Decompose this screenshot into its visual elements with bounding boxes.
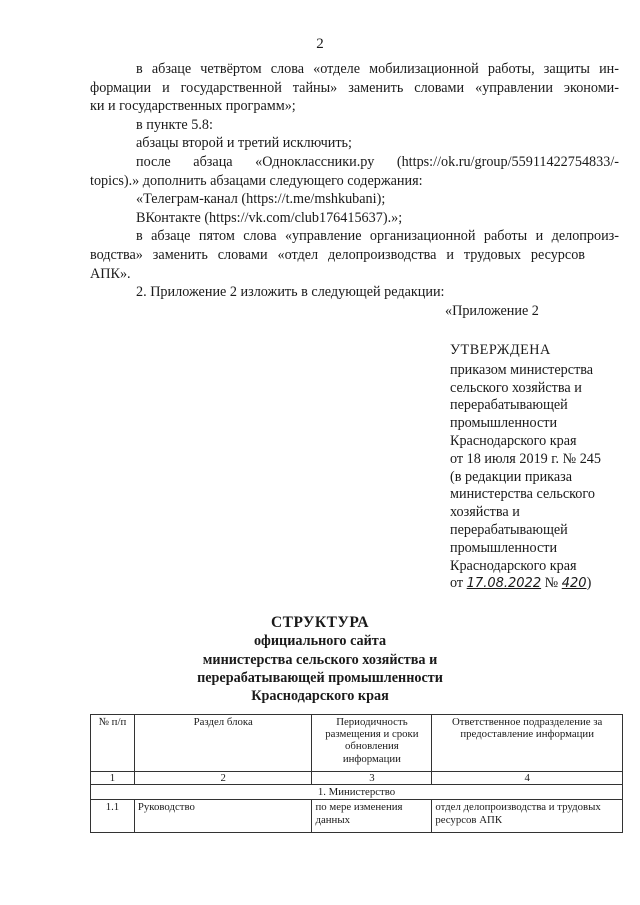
approval-line: министерства сельского [450, 486, 595, 503]
handwritten-number: 420 [561, 576, 587, 592]
approval-heading: УТВЕРЖДЕНА [450, 342, 551, 358]
approval-line: промышленности [450, 539, 558, 556]
paragraph-line: АПК». [90, 265, 131, 282]
paragraph-line: после абзаца «Одноклассники.ру (https://ok.ru/group/55911422754833/- [136, 154, 619, 170]
cell-section: Руководство [134, 800, 312, 833]
section-row [91, 785, 623, 800]
column-number: 3 [312, 772, 432, 785]
section-title: 1. Министерство [91, 785, 623, 800]
column-number: 1 [91, 772, 135, 785]
paragraph-line: в пункте 5.8: [136, 116, 213, 133]
paragraph-line: ВКонтакте (https://vk.com/club176415637).»; [136, 209, 403, 226]
structure-table [90, 714, 623, 833]
cell-num: 1.1 [91, 800, 135, 833]
cell-period: по мере изменения данных [312, 800, 432, 833]
approval-line: сельского хозяйства и [450, 379, 582, 396]
table-header-row [91, 715, 623, 772]
paragraph-line: водства» заменить словами «отдел делопроизводства и трудовых ресурсов [90, 247, 585, 263]
approval-line: перерабатывающей [450, 397, 568, 414]
paragraph-line: 2. Приложение 2 изложить в следующей редакции: [136, 284, 445, 301]
approval-line: (в редакции приказа [450, 468, 573, 485]
number-prefix: № [544, 575, 559, 592]
approval-date-line [450, 575, 630, 593]
date-prefix: от [450, 575, 464, 592]
approval-line: Краснодарского края [450, 432, 577, 449]
approval-line: Краснодарского края [450, 557, 577, 574]
paragraph-line: ки и государственных программ»; [90, 98, 296, 115]
paragraph-line: в абзаце четвёртом слова «отделе мобилизационной работы, защиты ин- [136, 61, 619, 77]
closing-paren: ) [586, 575, 592, 592]
table-row [91, 800, 623, 833]
appendix-label: «Приложение 2 [445, 302, 539, 319]
header-responsible: Ответственное подразделение за предоставление информации [432, 715, 623, 772]
document-title [0, 614, 640, 705]
title-main: СТРУКТУРА [270, 614, 370, 631]
paragraph-line: абзацы второй и третий исключить; [136, 135, 352, 152]
approval-line: перерабатывающей [450, 521, 568, 538]
approval-stamp [450, 342, 630, 593]
title-line: официального сайта [253, 633, 387, 650]
paragraph-line: формации и государственной тайны» заменить словами «управлении экономи- [90, 79, 619, 96]
handwritten-date: 17.08.2022 [466, 576, 542, 592]
title-line: Краснодарского края [251, 688, 389, 705]
approval-line: хозяйства и [450, 504, 520, 521]
approval-line: промышленности [450, 415, 558, 432]
cell-responsible: отдел делопроизводства и трудовых ресурсов АПК [432, 800, 623, 833]
column-number-row [91, 772, 623, 785]
approval-line: от 18 июля 2019 г. № 245 [450, 450, 601, 467]
paragraph-line: topics).» дополнить абзацами следующего содержания: [90, 172, 423, 189]
column-number: 2 [134, 772, 312, 785]
paragraph-line: в абзаце пятом слова «управление организационной работы и делопроиз- [136, 228, 619, 245]
paragraph-line: «Телеграм-канал (https://t.me/mshkubani); [136, 191, 386, 208]
approval-line: приказом министерства [450, 361, 594, 378]
column-number: 4 [432, 772, 623, 785]
title-line: перерабатывающей промышленности [197, 669, 443, 686]
title-line: министерства сельского хозяйства и [202, 651, 438, 668]
header-section: Раздел блока [134, 715, 312, 772]
header-period: Периодичность размещения и сроки обновления информации [312, 715, 432, 772]
page-number: 2 [316, 36, 324, 52]
header-num: № п/п [91, 715, 135, 772]
